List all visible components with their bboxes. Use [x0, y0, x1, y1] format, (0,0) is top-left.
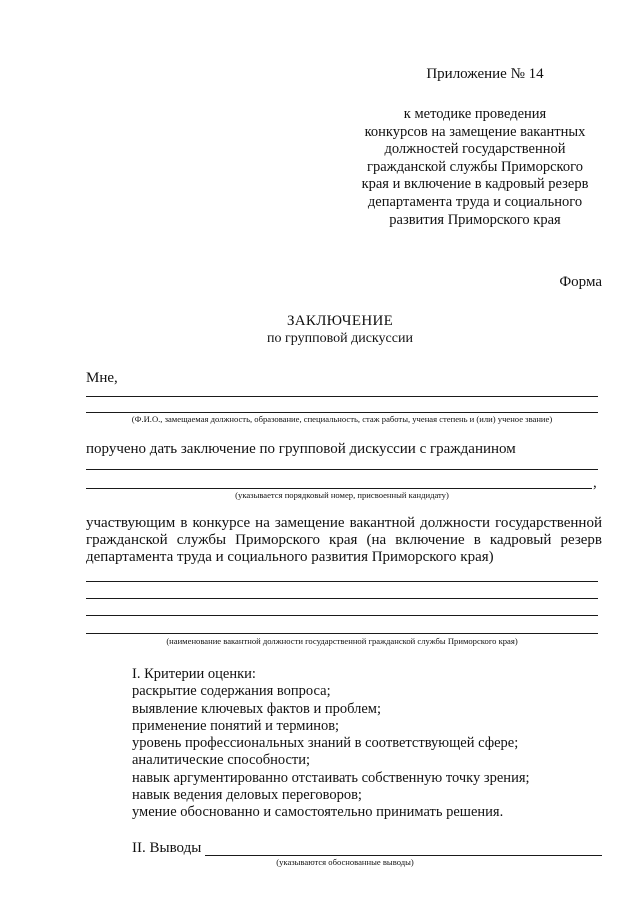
position-caption: (наименование вакантной должности государственной гражданской службы Приморского края): [166, 636, 518, 646]
criteria-item: навык аргументированно отстаивать собственную точку зрения;: [132, 769, 530, 786]
criteria-list: [132, 666, 530, 822]
participant-line: участвующим в конкурсе на замещение вакантной должности государственной: [86, 515, 602, 531]
participant-line: гражданской службы Приморского края (на включение в кадровый резерв: [86, 532, 602, 548]
appendix-description-line: гражданской службы Приморского: [367, 158, 583, 175]
assigned-text: поручено дать заключение по групповой дискуссии с гражданином: [86, 441, 516, 457]
fill-line-position-3[interactable]: [86, 615, 598, 616]
appendix-description-line: конкурсов на замещение вакантных: [364, 123, 586, 140]
fill-line-position-1[interactable]: [86, 581, 598, 582]
me-caption: (Ф.И.О., замещаемая должность, образование, специальность, стаж работы, ученая степень и (или) ученое звание): [131, 414, 553, 424]
fill-line-position-2[interactable]: [86, 598, 598, 599]
fill-line-candidate-1[interactable]: [86, 469, 598, 470]
candidate-caption: (указывается порядковый номер, присвоенный кандидату): [235, 490, 449, 500]
criteria-item: раскрытие содержания вопроса;: [132, 683, 331, 700]
fill-line-me-1[interactable]: [86, 396, 598, 397]
participant-paragraph: [86, 515, 602, 566]
criteria-item: применение понятий и терминов;: [132, 717, 340, 734]
appendix-description-line: края и включение в кадровый резерв: [361, 176, 589, 193]
document-title: ЗАКЛЮЧЕНИЕ: [286, 313, 394, 329]
appendix-description-line: должностей государственной: [384, 141, 566, 158]
document-subtitle: по групповой дискуссии: [267, 331, 413, 346]
conclusions-caption: (указываются обоснованные выводы): [276, 857, 414, 867]
me-label: Мне,: [86, 370, 118, 386]
trailing-comma: ,: [593, 475, 597, 491]
criteria-item: уровень профессиональных знаний в соответствующей сфере;: [132, 735, 519, 752]
fill-line-position-4[interactable]: [86, 633, 598, 634]
criteria-item: аналитические способности;: [132, 752, 311, 769]
fill-line-conclusions[interactable]: [205, 855, 602, 856]
criteria-heading: I. Критерии оценки:: [132, 666, 256, 682]
criteria-item: выявление ключевых фактов и проблем;: [132, 700, 382, 717]
criteria-item: навык ведения деловых переговоров;: [132, 787, 362, 804]
fill-line-me-2[interactable]: [86, 412, 598, 413]
appendix-description: [340, 106, 610, 229]
appendix-description-line: развития Приморского края: [389, 211, 561, 228]
participant-line: департамента труда и социального развития Приморского края): [86, 549, 494, 565]
form-label: Форма: [559, 274, 602, 290]
appendix-description-line: к методике проведения: [403, 106, 547, 122]
criteria-item: умение обоснованно и самостоятельно принимать решения.: [132, 804, 504, 821]
conclusions-label: II. Выводы: [132, 840, 202, 856]
fill-line-candidate-2[interactable]: [86, 488, 592, 489]
appendix-number: Приложение № 14: [426, 66, 544, 82]
appendix-description-line: департамента труда и социального: [367, 193, 583, 210]
